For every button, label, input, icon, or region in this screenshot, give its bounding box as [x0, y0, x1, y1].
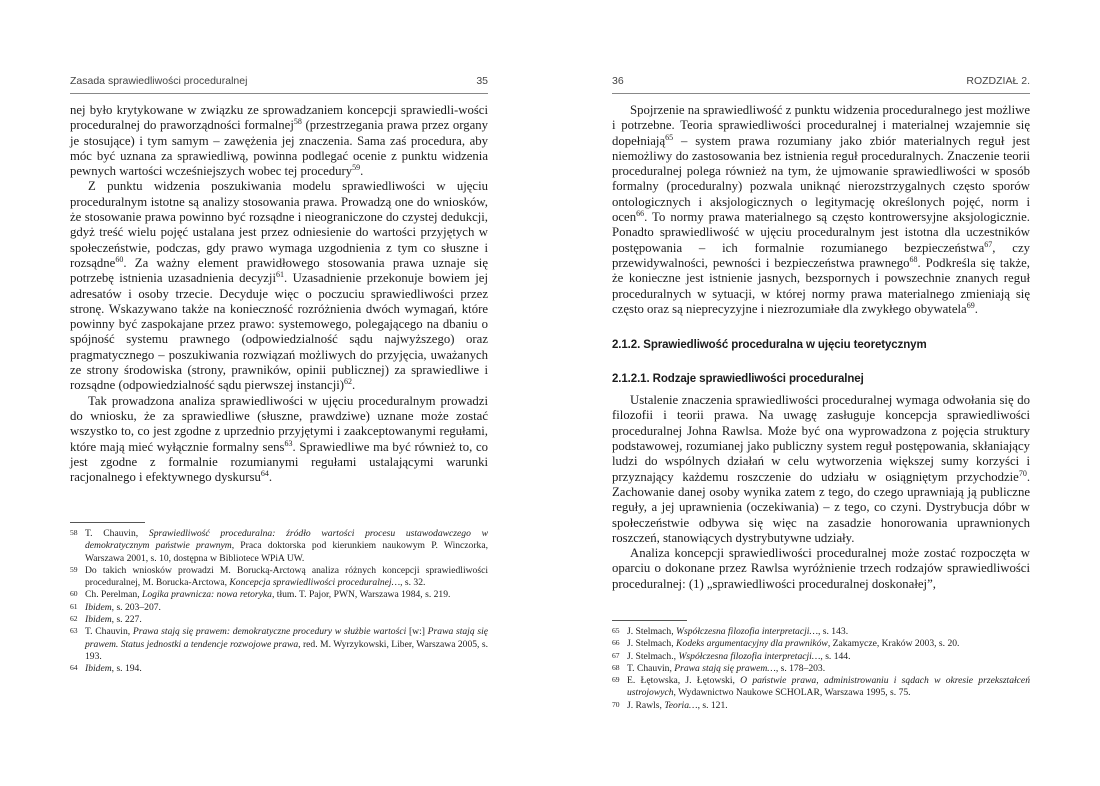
footnote: 61 Ibidem, s. 203–207.: [70, 601, 161, 613]
footnote: 60 Ch. Perelman, Logika prawnicza: nowa retoryka, tłum. T. Pajor, PWN, Warszawa 1984, s. 219.: [70, 589, 451, 601]
footnote-ref[interactable]: 65: [665, 132, 674, 142]
footnotes: [612, 620, 1030, 712]
subsection-heading: 2.1.2.1. Rodzaje sprawiedliwości proceduralnej: [612, 373, 864, 386]
running-head: [612, 75, 1030, 91]
footnote: 65 J. Stelmach, Współczesna filozofia interpretacji…, s. 143.: [612, 626, 849, 637]
footnote-ref[interactable]: 64: [260, 469, 269, 479]
footnote: 64 Ibidem, s. 194.: [70, 663, 142, 675]
main-text: [70, 103, 488, 485]
footnote-separator: [612, 620, 687, 621]
section-heading: 2.1.2. Sprawiedliwość proceduralna w ujęciu teoretycznym: [612, 339, 927, 352]
header-rule: [612, 93, 1030, 94]
footnote-ref[interactable]: 62: [344, 377, 353, 387]
footnote: 62 Ibidem, s. 227.: [70, 614, 142, 626]
footnotes: [70, 522, 488, 676]
header-rule: [70, 93, 488, 94]
footnote-separator: [70, 522, 145, 523]
footnote: 67 J. Stelmach., Współczesna filozofia interpretacji…, s. 144.: [612, 650, 851, 662]
right-page: [612, 0, 1030, 786]
running-head: [70, 75, 488, 91]
running-head-title: ROZDZIAŁ 2.: [966, 75, 1030, 87]
main-text: [612, 103, 1030, 592]
paragraph: Analiza koncepcji sprawiedliwości proceduralnej może zostać rozpoczęta w oparciu o dokonane przez Rawlsa wyróżnienie trzech rodzajów sprawiedliwości proceduralnej: (1) „sprawiedliwości proceduralnej doskonałej”,: [612, 546, 1030, 591]
left-page: [70, 0, 488, 786]
footnote-ref[interactable]: 68: [909, 254, 918, 264]
footnote: 66 J. Stelmach, Kodeks argumentacyjny dla prawników, Zakamycze, Kraków 2003, s. 20.: [612, 638, 960, 650]
page-number: 35: [476, 75, 488, 87]
footnote: 63 T. Chauvin, Prawa stają się prawem: demokratyczne procedury w służbie wartości [w:] Prawa stają się prawem. Status jednostki a tendencje rozwojowe prawa, red. M. Wyrzykowski, Liber, Warszawa 2005, s. 193.: [70, 626, 488, 662]
footnote-ref[interactable]: 60: [115, 254, 124, 264]
footnote-ref[interactable]: 69: [966, 300, 975, 310]
footnote: 59 Do takich wniosków prowadzi M. Borucką-Arctową analiza różnych koncepcji sprawiedliwości proceduralnej, M. Borucka-Arctowa, Koncepcja sprawiedliwości proceduralnej…, s. 32.: [70, 564, 488, 589]
footnote-ref[interactable]: 58: [293, 117, 302, 127]
running-head-title: Zasada sprawiedliwości proceduralnej: [70, 75, 248, 87]
paragraph: Z punktu widzenia poszukiwania modelu sprawiedliwości w ujęciu proceduralnym istotne są analizy stosowania prawa. Prowadzą one do wniosków, że stosowanie prawa powinno być rozsądne i nieograniczone do czystej dedukcji, gdyż treść wielu pojęć ustalana jest przez odniesienie do wartości przyjętych w społeczeństwie, podczas, gdy prawo wymaga uzgodnienia z tym co słuszne i rozsądne$^{60}$. Za ważny element prawidłowego stosowania prawa uznaje się potrzebę istnienia uzasadnienia decyzji$^{61}$. Uzasadnienie przekonuje bowiem jej adresatów i osoby trzecie. Decyduje więc o poczuciu sprawiedliwości przez stronę. Wskazywano także na konieczność rozróżnienia dwóch wymagań, które powinny być zaspokajane przez prawo: systemowego, polegającego na dbaniu o spójność systemu prawnego (odpowiedzialność sądu najwyższego) oraz pragmatycznego – poszukiwania rozwiązań możliwych do przyjęcia, uważanych ze strony środowiska (strony, prawników, opinii publicznej) za sprawiedliwe i rozsądne (odpowiedzialność sądu pierwszej instancji)$^{62}$.: [70, 179, 488, 393]
paragraph: Ustalenie znaczenia sprawiedliwości proceduralnej wymaga odwołania się do filozofii i teorii prawa. Na uwagę zasługuje koncepcja sprawiedliwości proceduralnej Johna Rawlsa. Może być ona wyprowadzona z pojęcia struktury podstawowej, rozumianej jako publiczny system reguł postępowania, skłaniający ludzi do wspólnych działań w celu wytworzenia większej sumy korzyści i przyznający każdemu roszczenie do udziału w osiągniętym przychodzie$^{70}$. Zachowanie danej osoby wynika zatem z tego, do czego uprawniają ją publiczne reguły, a jej uprawnienia (oczekiwania) – z tego, co czyni. Dystrybucja dóbr w społeczeństwie odbywa się więc na zasadzie honorowania uprawnionych roszczeń, stanowiących dystrybutywne udziały.: [612, 393, 1030, 545]
footnote-ref[interactable]: 67: [984, 239, 993, 249]
footnote: 68 T. Chauvin, Prawa stają się prawem…, s. 178–203.: [612, 662, 826, 674]
footnote-ref[interactable]: 70: [1018, 468, 1027, 478]
footnote-ref[interactable]: 61: [276, 270, 284, 280]
footnote: 69 E. Łętowska, J. Łętowski, O państwie prawa, administrowaniu i sądach w okresie przekształceń ustrojowych, Wydawnictwo Naukowe SCHOLAR, Warszawa 1995, s. 75.: [612, 675, 1030, 699]
footnote-ref[interactable]: 59: [352, 163, 361, 173]
footnote: 70 J. Rawls, Teoria…, s. 121.: [612, 699, 728, 711]
paragraph: Spojrzenie na sprawiedliwość z punktu widzenia proceduralnego jest możliwe i potrzebne. Teoria sprawiedliwości proceduralnej i materialnej wzajemnie się dopełniają$^{65}$ – system prawa rozumiany jako zbiór materialnych reguł jest niemożliwy do zastosowania bez istnienia reguł proceduralnych. Znaczenie teorii proceduralnej polega również na tym, że ujmowanie sprawiedliwości w sposób formalny (proceduralny) pozwala uniknąć nierozstrzygalnych często sporów ontologicznych i aksjologicznych o legitymację określonych pojęć, norm i ocen$^{66}$. To normy prawa materialnego są często kontrowersyjne aksjologicznie. Ponadto sprawiedliwość w ujęciu proceduralnym jest istotna dla uczestników postępowania – ich formalnie rozumianego bezpieczeństwa$^{67}$, czy przewidywalności, pewności i bezpieczeństwa prawnego$^{68}$. Podkreśla się także, że konieczne jest istnienie jasnych, bezspornych i powszechnie znanych reguł proceduralnych w sytuacji, w której normy prawa materialnego zmieniają się często oraz są nieprecyzyjne i niezrozumiałe dla zwykłego obywatela$^{69}$.: [612, 103, 1031, 316]
footnote-ref[interactable]: 63: [284, 438, 293, 448]
paragraph: Tak prowadzona analiza sprawiedliwości w ujęciu proceduralnym prowadzi do wniosku, że za sprawiedliwe (słuszne, prawdziwe) uznane może zostać wszystko to, co jest zgodne z uprzednio przyjętymi i zaakceptowanymi regułami, które mają mieć wyłącznie formalny sens$^{63}$. Sprawiedliwe ma być również to, co jest zgodne z formalnie rozumianymi regułami ustalającymi warunki racjonalnego i efektywnego dyskursu$^{64}$.: [70, 393, 488, 485]
paragraph: nej było krytykowane w związku ze sprowadzaniem koncepcji sprawiedli-wości proceduralnej do praworządności formalnej$^{58}$ (przestrzegania prawa przez organy je stosujące) i tym samym – zawężenia jej znaczenia. Sama zaś procedura, aby móc być uznana za sprawiedliwą, powinna podlegać ocenie z punktu widzenia pewnych wartości wcześniejszych wobec tej procedury$^{59}$.: [70, 103, 488, 179]
page-number: 36: [612, 75, 624, 87]
footnote-ref[interactable]: 66: [636, 209, 645, 219]
footnote: 58 T. Chauvin, Sprawiedliwość proceduralna: źródło wartości procesu ustawodawczego w demokratycznym państwie prawnym, Praca doktorska pod kierunkiem naukowym P. Winczorka, Warszawa 2001, s. 10, dostępna w Bibliotece WPiA UW.: [70, 528, 488, 564]
